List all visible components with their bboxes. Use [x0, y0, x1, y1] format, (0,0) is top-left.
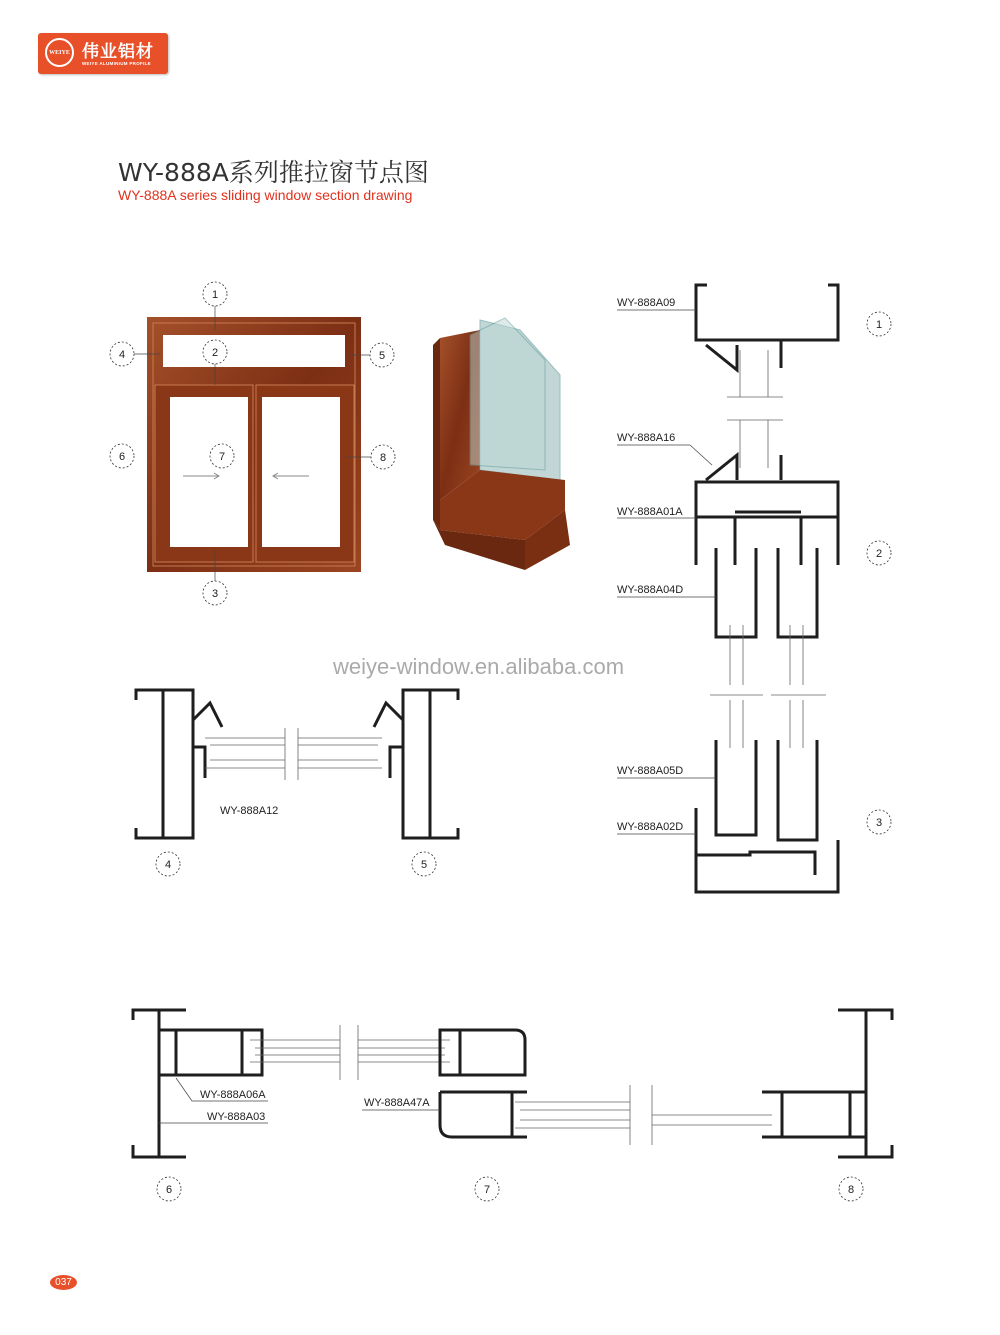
- page-subtitle: WY-888A series sliding window section drawing: [118, 187, 413, 203]
- svg-text:7: 7: [483, 1184, 491, 1196]
- svg-text:4: 4: [164, 859, 172, 871]
- svg-text:6: 6: [165, 1184, 173, 1196]
- svg-text:1: 1: [211, 289, 219, 301]
- side-section-drawing: [136, 690, 458, 876]
- bottom-section-drawing: [133, 1010, 892, 1201]
- part-label: WY-888A04D: [617, 584, 684, 596]
- svg-text:5: 5: [420, 859, 428, 871]
- part-label: WY-888A01A: [617, 506, 683, 518]
- window-elevation: [134, 306, 371, 581]
- part-label: WY-888A06A: [200, 1089, 266, 1101]
- page-number: 037: [50, 1275, 77, 1290]
- corner-3d-render: [433, 318, 570, 570]
- svg-text:1: 1: [875, 319, 883, 331]
- part-label: WY-888A02D: [617, 821, 684, 833]
- svg-text:8: 8: [847, 1184, 855, 1196]
- svg-text:6: 6: [118, 451, 126, 463]
- watermark: weiye-window.en.alibaba.com: [333, 654, 625, 679]
- part-label: WY-888A05D: [617, 765, 684, 777]
- logo-seal: WEIYE: [45, 38, 74, 67]
- logo-name-cn: 伟业铝材: [82, 42, 154, 62]
- svg-text:2: 2: [875, 548, 883, 560]
- part-label: WY-888A12: [220, 805, 279, 817]
- logo-name-en: WEIYE ALUMINIUM PROFILE: [82, 61, 151, 66]
- page-title: WY-888A系列推拉窗节点图: [118, 158, 429, 187]
- right-section-drawing: [617, 285, 891, 892]
- svg-text:2: 2: [211, 347, 219, 359]
- svg-text:4: 4: [118, 349, 126, 361]
- part-label: WY-888A16: [617, 432, 676, 444]
- svg-text:8: 8: [379, 452, 387, 464]
- svg-text:5: 5: [378, 350, 386, 362]
- part-label: WY-888A47A: [364, 1097, 430, 1109]
- part-label: WY-888A03: [207, 1111, 266, 1123]
- part-label: WY-888A09: [617, 297, 676, 309]
- svg-text:3: 3: [875, 817, 883, 829]
- svg-text:3: 3: [211, 588, 219, 600]
- svg-text:7: 7: [218, 451, 226, 463]
